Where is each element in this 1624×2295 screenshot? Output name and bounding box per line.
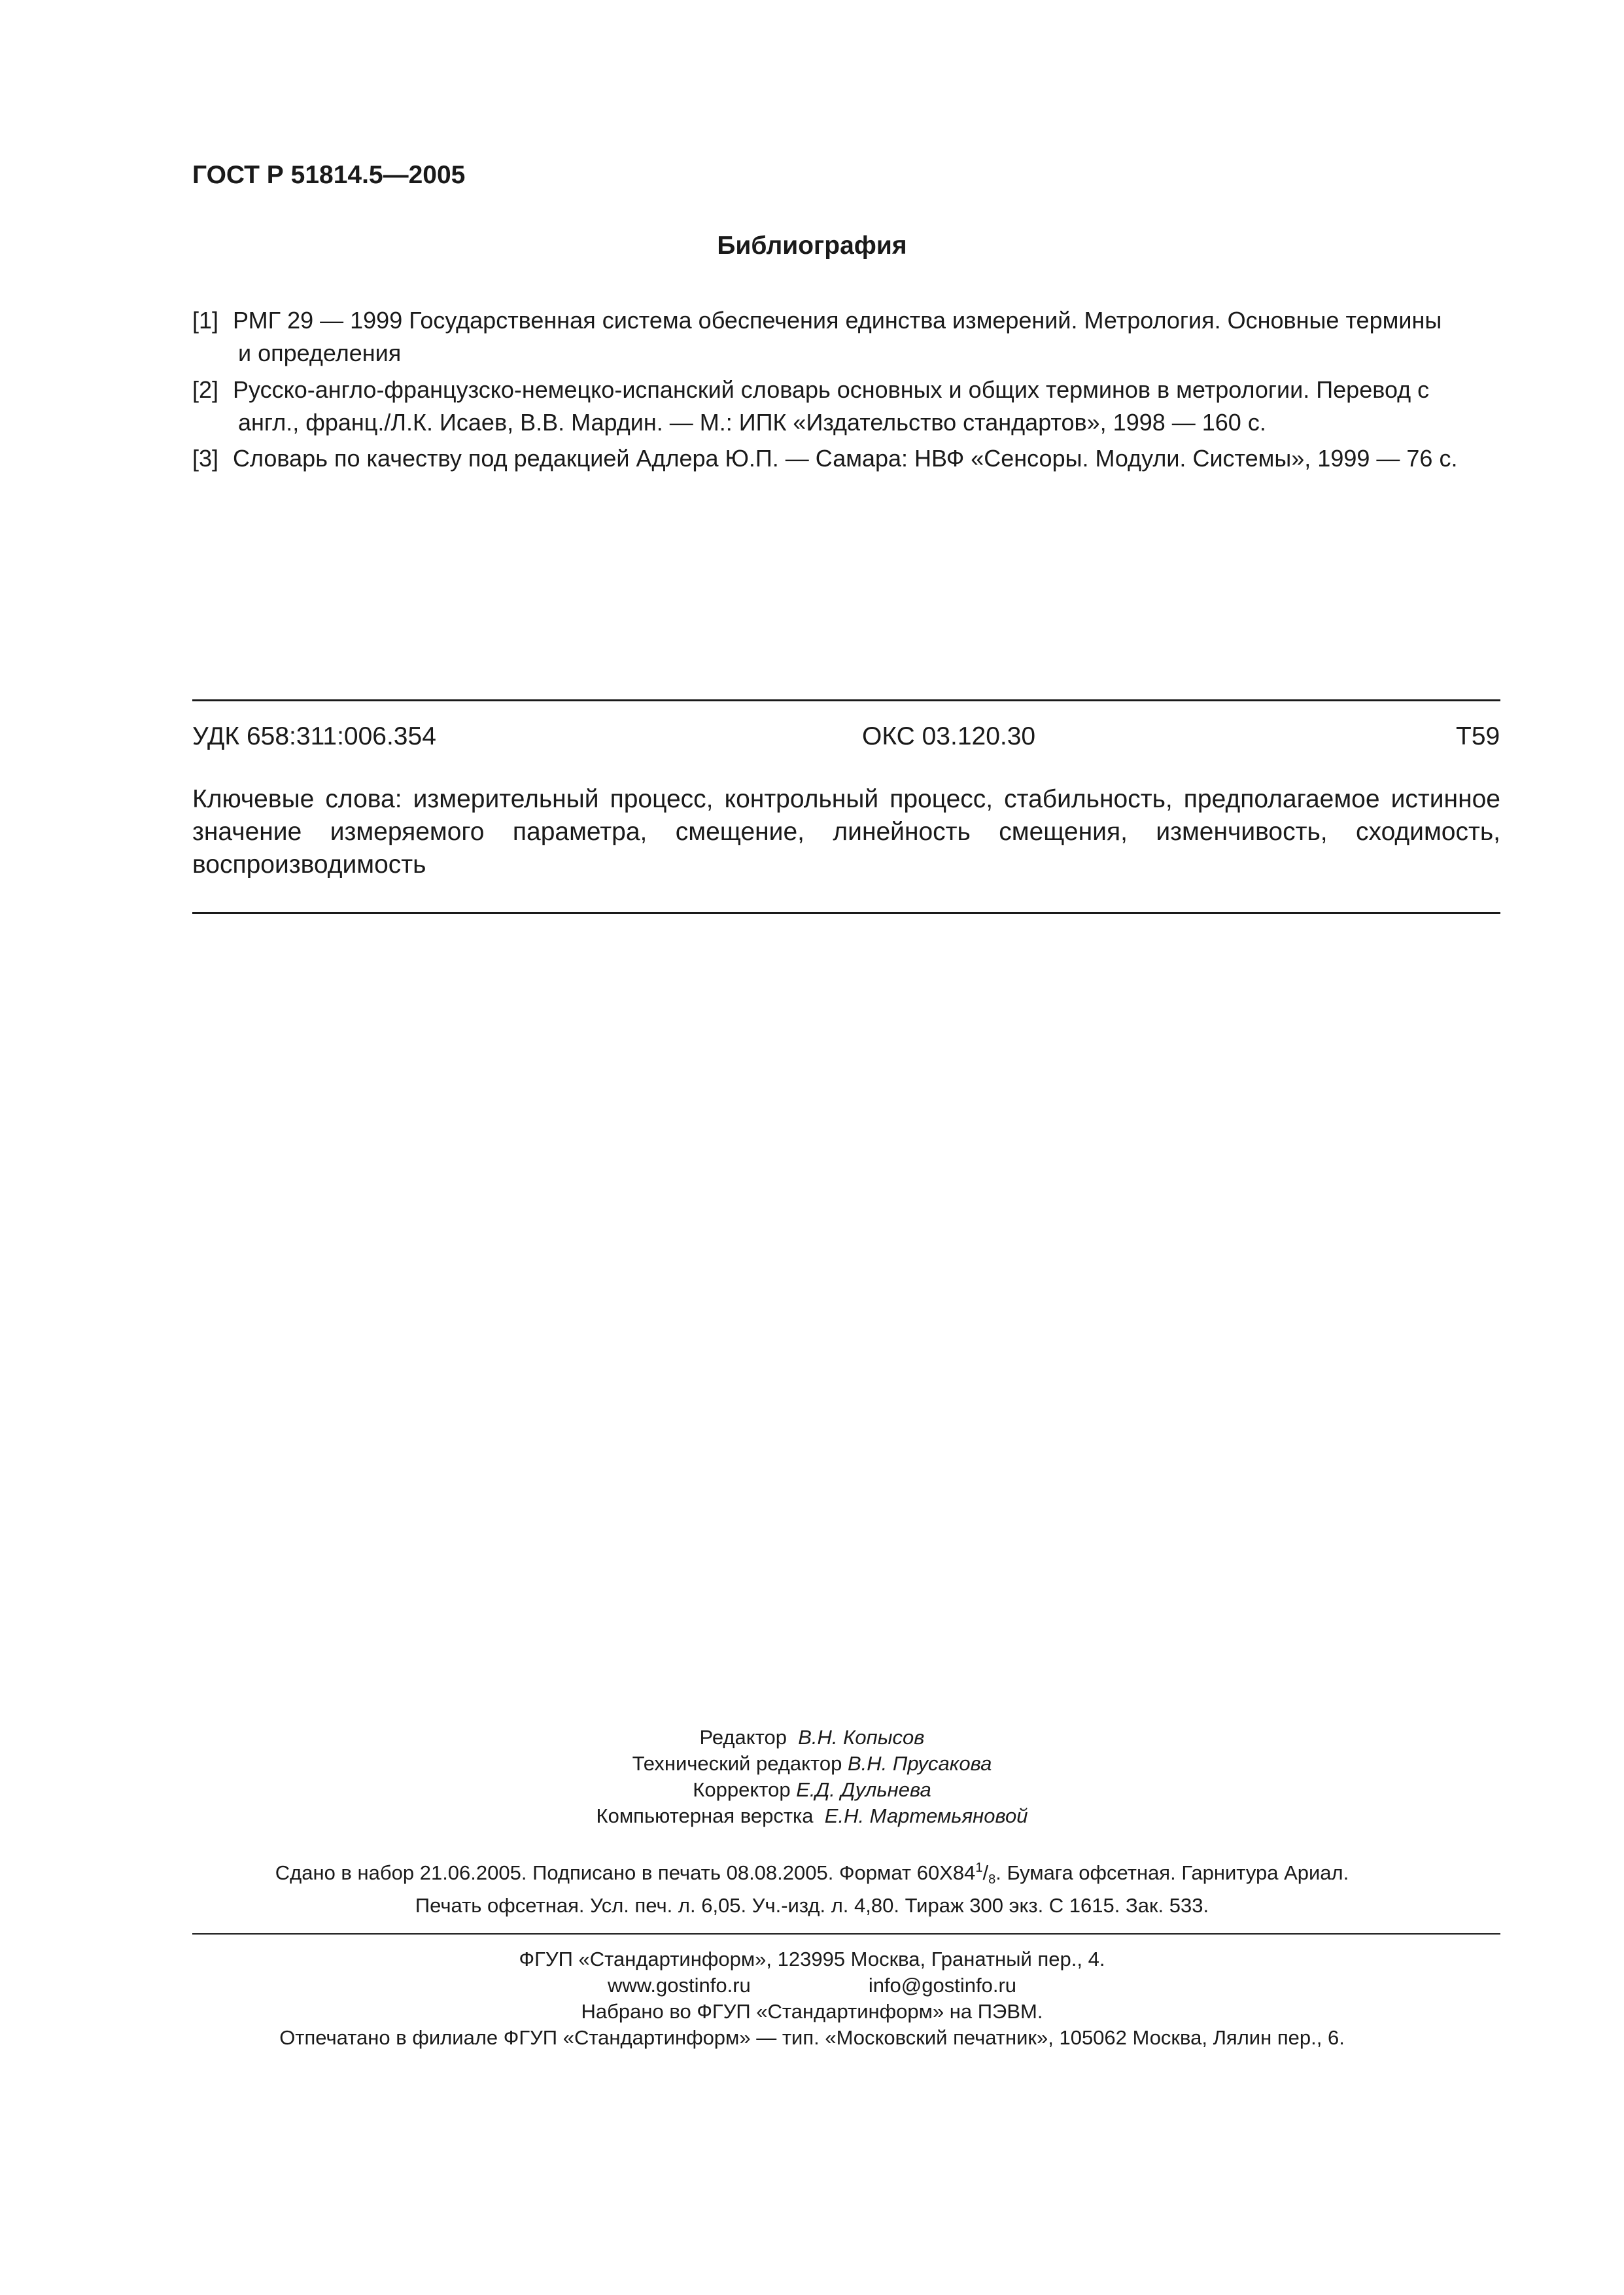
ref-text: Словарь по качеству под редакцией Адлера Ю.П. — Самара: НВФ «Сенсоры. Модули. Системы», 1999 — 76 с.	[233, 445, 1458, 472]
bibliography-ref-3	[192, 442, 1500, 475]
editor-label: Редактор	[699, 1726, 787, 1749]
format-fraction-denominator: 8	[988, 1872, 996, 1887]
ref-text: РМГ 29 — 1999 Государственная система обеспечения единства измерений. Метрология. Основные термины	[233, 307, 1442, 334]
corrector-label: Корректор	[693, 1778, 791, 1801]
publisher-website[interactable]: www.gostinfo.ru	[607, 1974, 751, 1997]
format-fraction-slash: /	[982, 1861, 989, 1884]
tech-editor-name: В.Н. Прусакова	[847, 1752, 992, 1775]
ref-text-continued: и определения	[238, 340, 402, 366]
divider-middle	[192, 912, 1500, 914]
corrector-name: Е.Д. Дульнева	[796, 1778, 931, 1801]
tech-editor-label: Технический редактор	[632, 1752, 842, 1775]
keywords-paragraph: Ключевые слова: измерительный процесс, контрольный процесс, стабильность, предполагаемое истинное значение измеряемого параметра, смещение, линейность смещения, изменчивость, сходимость, воспроизводимость	[192, 785, 1500, 879]
bibliography-ref-1	[192, 304, 1500, 370]
ref-number: [1]	[192, 307, 219, 334]
oks-code: ОКС 03.120.30	[862, 722, 1036, 750]
group-code: Т59	[1456, 722, 1500, 750]
printed-note: Отпечатано в филиале ФГУП «Стандартинформ» — тип. «Московский печатник», 105062 Москва, Лялин пер., 6.	[279, 2026, 1345, 2049]
layout-label: Компьютерная верстка	[596, 1804, 814, 1827]
publisher-address: ФГУП «Стандартинформ», 123995 Москва, Гранатный пер., 4.	[519, 1948, 1105, 1971]
ref-number: [3]	[192, 445, 219, 472]
print-info-block	[0, 1855, 1624, 1919]
bibliography-title: Библиография	[717, 232, 907, 260]
publisher-block	[0, 1946, 1624, 2051]
layout-name: Е.Н. Мартемьяновой	[824, 1804, 1028, 1827]
ref-text: Русско-англо-французско-немецко-испанский словарь основных и общих терминов в метрологии. Перевод с	[233, 376, 1430, 403]
bibliography-ref-2	[192, 374, 1500, 439]
editor-name: В.Н. Копысов	[798, 1726, 925, 1749]
credit-editor	[0, 1725, 1624, 1751]
credit-layout	[0, 1803, 1624, 1829]
credit-tech-editor	[0, 1751, 1624, 1777]
print-info-line-1: Сдано в набор 21.06.2005. Подписано в печать 08.08.2005. Формат $60Х84^1/_8$. Бумага офсетная. Гарнитура Ариал.	[275, 1861, 1349, 1887]
typeset-note: Набрано во ФГУП «Стандартинформ» на ПЭВМ.	[581, 2000, 1043, 2023]
publisher-contacts	[0, 1972, 1624, 1999]
ref-number: [2]	[192, 376, 219, 403]
format-fraction-numerator: 1	[975, 1861, 983, 1875]
publisher-email[interactable]: info@gostinfo.ru	[868, 1974, 1017, 1997]
credits-block	[0, 1725, 1624, 1829]
divider-top	[192, 699, 1500, 701]
udk-code: УДК 658:311:006.354	[192, 722, 436, 750]
ref-text-continued: англ., франц./Л.К. Исаев, В.В. Мардин. — М.: ИПК «Издательство стандартов», 1998 — 160 с.	[238, 409, 1266, 436]
print-info-line-2: Печать офсетная. Усл. печ. л. 6,05. Уч.-изд. л. 4,80. Тираж 300 экз. С 1615. Зак. 533.	[415, 1894, 1209, 1917]
document-code: ГОСТ Р 51814.5—2005	[192, 161, 466, 189]
divider-footer	[192, 1933, 1500, 1935]
credit-corrector	[0, 1777, 1624, 1803]
